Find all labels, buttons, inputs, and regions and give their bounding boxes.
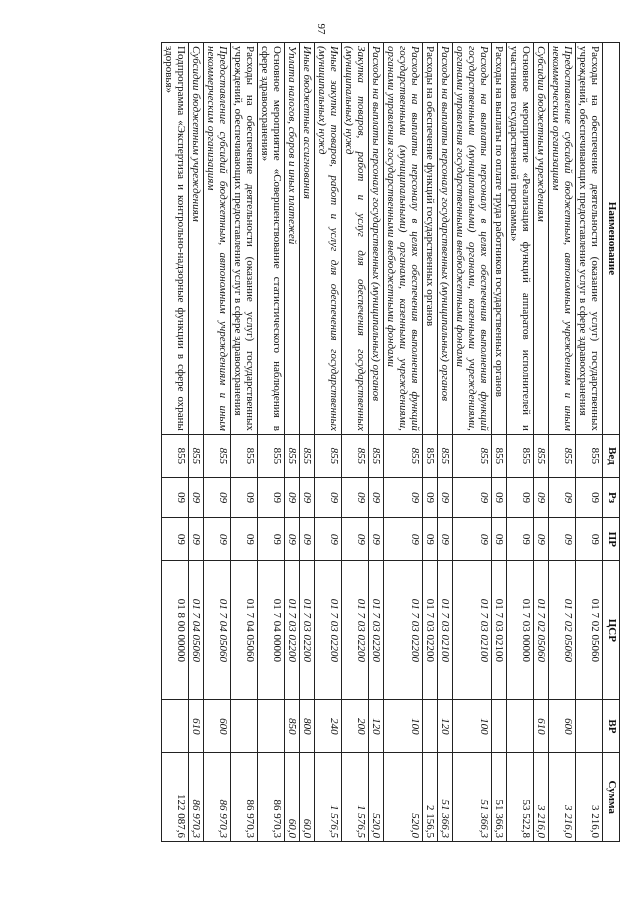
cell-name: Подпрограмма «Экспертиза и контрольно-надзорные функции в сфере охраны здоровья» <box>162 43 189 435</box>
table-row <box>315 43 342 842</box>
cell-pr: 09 <box>258 518 285 561</box>
cell-csr: 01 7 03 02100 <box>438 561 453 700</box>
cell-sum: 520,0 <box>369 753 384 842</box>
cell-name: Расходы на обеспечение деятельности (оказание услуг) государственных учреждений, обеспечивающих предоставление услуг в сфере здравоохранения <box>231 43 258 435</box>
cell-vr: 850 <box>285 700 300 753</box>
table-row <box>162 43 189 842</box>
cell-rz: 09 <box>534 477 549 517</box>
cell-name: Субсидии бюджетным учреждениям <box>534 43 549 435</box>
cell-name: Иные закупки товаров, работ и услуг для обеспечения государственных (муниципальных) нужд <box>315 43 342 435</box>
cell-sum: 51 366,3 <box>438 753 453 842</box>
cell-name: Иные бюджетные ассигнования <box>300 43 315 435</box>
table-row <box>204 43 231 842</box>
header-csr: ЦСР <box>603 561 620 700</box>
cell-vr <box>507 700 534 753</box>
cell-ved: 855 <box>369 434 384 477</box>
cell-name: Предоставление субсидий бюджетным, автономным учреждениям и иным некоммерческим организациям <box>204 43 231 435</box>
cell-rz: 09 <box>549 477 576 517</box>
cell-name: Расходы на выплаты по оплате труда работников государственных органов <box>492 43 507 435</box>
cell-vr <box>162 700 189 753</box>
cell-pr: 09 <box>549 518 576 561</box>
cell-rz: 09 <box>492 477 507 517</box>
cell-csr: 01 7 03 02200 <box>384 561 423 700</box>
cell-rz: 09 <box>285 477 300 517</box>
cell-sum: 86 970,3 <box>189 753 204 842</box>
table-row <box>384 43 423 842</box>
cell-pr: 09 <box>534 518 549 561</box>
cell-rz: 09 <box>162 477 189 517</box>
page-number: 97 <box>315 23 327 35</box>
cell-vr: 120 <box>438 700 453 753</box>
cell-ved: 855 <box>315 434 342 477</box>
cell-pr: 09 <box>492 518 507 561</box>
cell-name: Основное мероприятие «Совершенствование статистического наблюдения в сфере здравоохранения» <box>258 43 285 435</box>
cell-pr: 09 <box>576 518 603 561</box>
budget-table-area <box>20 42 620 842</box>
table-row <box>300 43 315 842</box>
table-row <box>576 43 603 842</box>
cell-ved: 855 <box>423 434 438 477</box>
cell-csr: 01 7 03 02100 <box>492 561 507 700</box>
cell-csr: 01 7 03 02200 <box>300 561 315 700</box>
cell-name: Расходы на выплаты персоналу в целях обеспечения выполнения функций государственными (муниципальными) органами, казенными учреждениями, органами управления государственными внебюджетными фондами <box>453 43 492 435</box>
table-row <box>438 43 453 842</box>
cell-rz: 09 <box>438 477 453 517</box>
cell-vr: 610 <box>534 700 549 753</box>
table-row <box>258 43 285 842</box>
cell-csr: 01 7 03 02100 <box>453 561 492 700</box>
cell-name: Расходы на выплаты персоналу государственных (муниципальных) органов <box>438 43 453 435</box>
header-rz: Рз <box>603 477 620 517</box>
cell-ved: 855 <box>576 434 603 477</box>
cell-sum: 3 216,0 <box>549 753 576 842</box>
header-name: Наименование <box>603 43 620 435</box>
cell-rz: 09 <box>231 477 258 517</box>
cell-rz: 09 <box>315 477 342 517</box>
table-row <box>369 43 384 842</box>
table-row <box>492 43 507 842</box>
cell-csr: 01 7 04 05060 <box>231 561 258 700</box>
cell-name: Закупка товаров, работ и услуг для обеспечения государственных (муниципальных) нужд <box>342 43 369 435</box>
cell-sum: 2 156,5 <box>423 753 438 842</box>
cell-ved: 855 <box>162 434 189 477</box>
cell-pr: 09 <box>315 518 342 561</box>
cell-name: Расходы на обеспечение функций государственных органов <box>423 43 438 435</box>
cell-rz: 09 <box>342 477 369 517</box>
cell-sum: 1 576,5 <box>315 753 342 842</box>
cell-pr: 09 <box>162 518 189 561</box>
cell-ved: 855 <box>258 434 285 477</box>
cell-pr: 09 <box>204 518 231 561</box>
cell-csr: 01 8 00 00000 <box>162 561 189 700</box>
header-vr: ВР <box>603 700 620 753</box>
cell-name: Уплата налогов, сборов и иных платежей <box>285 43 300 435</box>
cell-vr: 600 <box>549 700 576 753</box>
cell-pr: 09 <box>507 518 534 561</box>
cell-vr <box>258 700 285 753</box>
cell-pr: 09 <box>438 518 453 561</box>
header-ved: Вед <box>603 434 620 477</box>
cell-vr <box>576 700 603 753</box>
cell-ved: 855 <box>507 434 534 477</box>
cell-sum: 86 970,3 <box>204 753 231 842</box>
cell-name: Субсидии бюджетным учреждениям <box>189 43 204 435</box>
cell-ved: 855 <box>285 434 300 477</box>
cell-ved: 855 <box>204 434 231 477</box>
table-row <box>549 43 576 842</box>
cell-ved: 855 <box>231 434 258 477</box>
cell-name: Расходы на выплаты персоналу государственных (муниципальных) органов <box>369 43 384 435</box>
cell-ved: 855 <box>189 434 204 477</box>
cell-sum: 53 522,8 <box>507 753 534 842</box>
cell-vr: 100 <box>453 700 492 753</box>
cell-rz: 09 <box>369 477 384 517</box>
cell-csr: 01 7 02 05060 <box>534 561 549 700</box>
header-pr: ПР <box>603 518 620 561</box>
cell-name: Расходы на выплаты персоналу в целях обеспечения выполнения функций государственными (муниципальными) органами, казенными учреждениями, органами управления государственными внебюджетными фондами <box>384 43 423 435</box>
cell-rz: 09 <box>507 477 534 517</box>
cell-ved: 855 <box>384 434 423 477</box>
cell-vr: 120 <box>369 700 384 753</box>
cell-sum: 520,0 <box>384 753 423 842</box>
table-header-row <box>603 43 620 842</box>
cell-rz: 09 <box>258 477 285 517</box>
table-row <box>507 43 534 842</box>
cell-name: Основное мероприятие «Реализация функций аппаратов исполнителей и участников государственной программы» <box>507 43 534 435</box>
cell-ved: 855 <box>342 434 369 477</box>
cell-ved: 855 <box>453 434 492 477</box>
cell-pr: 09 <box>285 518 300 561</box>
cell-vr: 100 <box>384 700 423 753</box>
cell-rz: 09 <box>300 477 315 517</box>
table-row <box>342 43 369 842</box>
table-row <box>231 43 258 842</box>
cell-ved: 855 <box>492 434 507 477</box>
cell-csr: 01 7 03 02200 <box>315 561 342 700</box>
cell-sum: 60,0 <box>300 753 315 842</box>
cell-pr: 09 <box>231 518 258 561</box>
cell-sum: 86 970,3 <box>231 753 258 842</box>
table-row <box>285 43 300 842</box>
cell-ved: 855 <box>300 434 315 477</box>
cell-csr: 01 7 04 05060 <box>204 561 231 700</box>
cell-sum: 51 366,3 <box>453 753 492 842</box>
cell-pr: 09 <box>300 518 315 561</box>
table-row <box>189 43 204 842</box>
cell-name: Предоставление субсидий бюджетным, автономным учреждениям и иным некоммерческим организациям <box>549 43 576 435</box>
cell-csr: 01 7 04 00000 <box>258 561 285 700</box>
cell-csr: 01 7 02 05060 <box>549 561 576 700</box>
cell-csr: 01 7 03 00000 <box>507 561 534 700</box>
header-sum: Сумма <box>603 753 620 842</box>
cell-name: Расходы на обеспечение деятельности (оказание услуг) государственных учреждений, обеспечивающих предоставление услуг в сфере здравоохранения <box>576 43 603 435</box>
cell-pr: 09 <box>369 518 384 561</box>
cell-sum: 3 216,0 <box>534 753 549 842</box>
cell-vr: 610 <box>189 700 204 753</box>
table-row <box>453 43 492 842</box>
cell-sum: 60,0 <box>285 753 300 842</box>
cell-pr: 09 <box>423 518 438 561</box>
cell-csr: 01 7 03 02200 <box>285 561 300 700</box>
cell-csr: 01 7 04 05060 <box>189 561 204 700</box>
cell-ved: 855 <box>534 434 549 477</box>
cell-pr: 09 <box>189 518 204 561</box>
cell-sum: 122 087,6 <box>162 753 189 842</box>
cell-vr: 600 <box>204 700 231 753</box>
cell-sum: 3 216,0 <box>576 753 603 842</box>
cell-rz: 09 <box>189 477 204 517</box>
budget-table <box>161 42 620 842</box>
cell-vr: 800 <box>300 700 315 753</box>
cell-rz: 09 <box>384 477 423 517</box>
cell-pr: 09 <box>342 518 369 561</box>
cell-ved: 855 <box>549 434 576 477</box>
cell-rz: 09 <box>453 477 492 517</box>
cell-vr: 200 <box>342 700 369 753</box>
cell-sum: 86 970,3 <box>258 753 285 842</box>
cell-vr <box>231 700 258 753</box>
cell-sum: 51 366,3 <box>492 753 507 842</box>
cell-vr <box>423 700 438 753</box>
cell-ved: 855 <box>438 434 453 477</box>
cell-rz: 09 <box>576 477 603 517</box>
cell-pr: 09 <box>453 518 492 561</box>
cell-pr: 09 <box>384 518 423 561</box>
cell-csr: 01 7 03 02200 <box>423 561 438 700</box>
cell-csr: 01 7 03 02200 <box>369 561 384 700</box>
cell-csr: 01 7 03 02200 <box>342 561 369 700</box>
cell-sum: 1 576,5 <box>342 753 369 842</box>
cell-vr: 240 <box>315 700 342 753</box>
table-body <box>162 43 603 842</box>
cell-csr: 01 7 02 05060 <box>576 561 603 700</box>
cell-rz: 09 <box>423 477 438 517</box>
table-row <box>534 43 549 842</box>
cell-rz: 09 <box>204 477 231 517</box>
cell-vr <box>492 700 507 753</box>
table-row <box>423 43 438 842</box>
rotated-table-container <box>20 42 620 842</box>
